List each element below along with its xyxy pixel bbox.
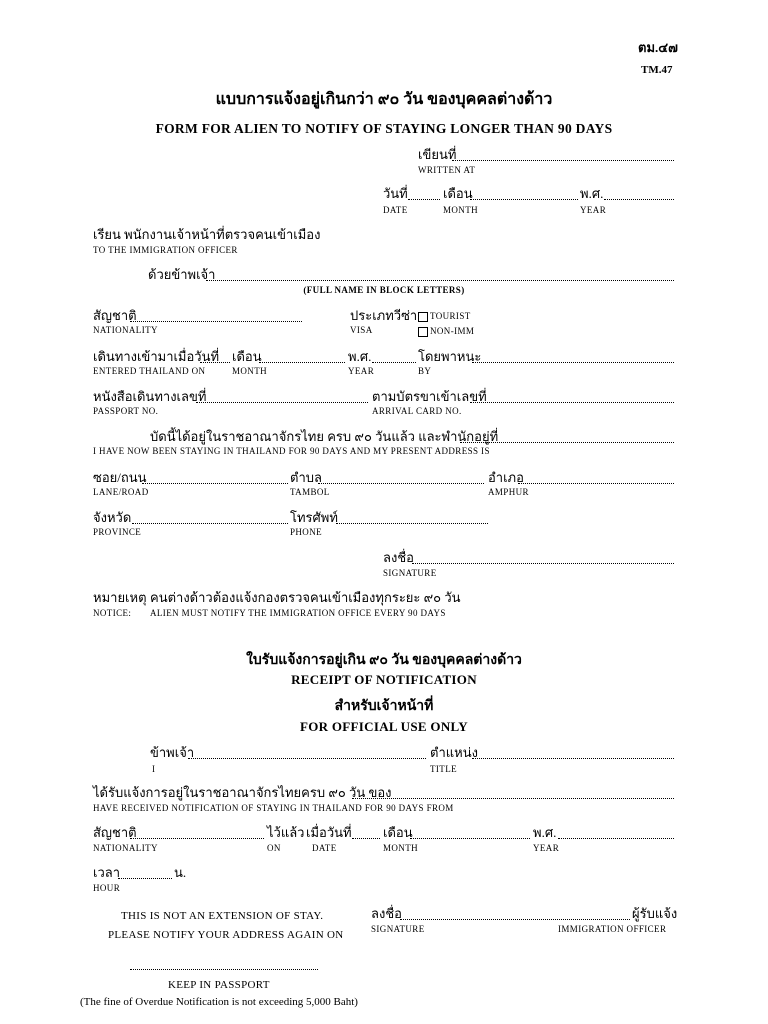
entered-year-label-th: พ.ศ. [348, 349, 372, 364]
entered-year-label-en: YEAR [348, 366, 375, 376]
form-title-en: FORM FOR ALIEN TO NOTIFY OF STAYING LONGER THAN 90 DAYS [155, 121, 613, 136]
province-label-th: จังหวัด [93, 510, 132, 525]
receipt-time-unit-th: น. [174, 865, 187, 880]
receipt-year-field[interactable] [558, 838, 674, 839]
to-label-en: TO THE IMMIGRATION OFFICER [93, 245, 238, 255]
form-code-th: ตม.๔๗ [638, 40, 678, 55]
date-field[interactable] [408, 199, 440, 200]
receipt-time-label-th: เวลา [93, 865, 121, 880]
receipt-date-label-en: DATE [312, 843, 337, 853]
tambol-label-th: ตำบล [290, 470, 322, 485]
lane-label-th: ซอย/ถนน [93, 470, 147, 485]
passport-label-en: PASSPORT NO. [93, 406, 159, 416]
visa-label-th: ประเภทวีซ่า [350, 308, 418, 323]
receipt-month-label-th: เดือน [383, 825, 413, 840]
non-imm-label: NON-IMM [430, 326, 475, 336]
officer-title-field[interactable] [472, 758, 674, 759]
received-en: HAVE RECEIVED NOTIFICATION OF STAYING IN THAILAND FOR 90 DAYS FROM [93, 803, 454, 813]
month-label-th: เดือน [443, 186, 473, 201]
keep-in-passport: KEEP IN PASSPORT [168, 979, 270, 991]
amphur-label-th: อำเภอ [488, 470, 524, 485]
written-at-label-th: เขียนที่ [418, 147, 457, 162]
form-title-th: แบบการแจ้งอยู่เกินกว่า ๙๐ วัน ของบุคคลต่างด้าว [215, 91, 553, 108]
passport-no-field[interactable] [196, 402, 368, 403]
receipt-month-label-en: MONTH [383, 843, 418, 853]
entered-year-field[interactable] [372, 362, 416, 363]
receipt-signature-field[interactable] [400, 919, 630, 920]
tourist-checkbox[interactable] [418, 312, 428, 322]
name-label-th: ด้วยข้าพเจ้า [148, 267, 216, 282]
fine-note: (The fine of Overdue Notification is not exceeding 5,000 Baht) [80, 996, 358, 1008]
arrival-label-th: ตามบัตรขาเข้าเลขที่ [372, 389, 487, 404]
full-name-field[interactable] [206, 280, 674, 281]
officer-name-field[interactable] [188, 758, 426, 759]
notice-label-en: NOTICE: [93, 608, 132, 618]
tourist-label: TOURIST [430, 311, 471, 321]
amphur-label-en: AMPHUR [488, 487, 529, 497]
address-field[interactable] [460, 442, 674, 443]
receipt-month-field[interactable] [410, 838, 530, 839]
receiver-label-th: ผู้รับแจ้ง [632, 906, 678, 921]
receipt-date-field[interactable] [352, 838, 380, 839]
month-label-en: MONTH [443, 205, 478, 215]
next-notify-date-field[interactable] [130, 969, 318, 970]
year-field[interactable] [604, 199, 674, 200]
receipt-title-label-th: ตำแหน่ง [430, 745, 478, 760]
official-use-th: สำหรับเจ้าหน้าที่ [334, 699, 434, 714]
receipt-on-label-th: ไว้แล้ว [267, 825, 305, 840]
nationality-label-th: สัญชาติ [93, 308, 137, 323]
statement-th: บัดนี้ได้อยู่ในราชอาณาจักรไทย ครบ ๙๐ วันแล้ว และพำนักอยู่ที่ [150, 429, 499, 444]
receipt-nationality-field[interactable] [130, 838, 264, 839]
receipt-title-label-en: TITLE [430, 764, 457, 774]
entered-month-label-th: เดือน [232, 349, 262, 364]
signature-label-en: SIGNATURE [383, 568, 437, 578]
receipt-nationality-label-en: NATIONALITY [93, 843, 158, 853]
receipt-date-label-th: เมื่อวันที่ [306, 825, 352, 840]
receipt-signature-label-th: ลงชื่อ [371, 906, 402, 921]
lane-label-en: LANE/ROAD [93, 487, 149, 497]
entered-label-en: ENTERED THAILAND ON [93, 366, 206, 376]
received-th: ได้รับแจ้งการอยู่ในราชอาณาจักรไทยครบ ๙๐ วัน ของ [93, 785, 392, 800]
year-label-en: YEAR [580, 205, 607, 215]
notify-again-note: PLEASE NOTIFY YOUR ADDRESS AGAIN ON [108, 929, 344, 941]
by-label-en: BY [418, 366, 432, 376]
entered-label-th: เดินทางเข้ามาเมื่อวันที่ [93, 349, 220, 364]
notice-text-en: ALIEN MUST NOTIFY THE IMMIGRATION OFFICE EVERY 90 DAYS [150, 608, 446, 618]
not-extension-note: THIS IS NOT AN EXTENSION OF STAY. [121, 910, 324, 922]
written-at-label-en: WRITTEN AT [418, 165, 476, 175]
nationality-field[interactable] [130, 321, 302, 322]
receipt-nationality-label-th: สัญชาติ [93, 825, 137, 840]
receipt-year-label-th: พ.ศ. [533, 825, 557, 840]
receipt-time-label-en: HOUR [93, 883, 121, 893]
amphur-field[interactable] [518, 483, 674, 484]
entered-date-field[interactable] [200, 362, 230, 363]
tambol-field[interactable] [318, 483, 484, 484]
month-field[interactable] [470, 199, 578, 200]
official-use-en: FOR OFFICIAL USE ONLY [300, 719, 468, 734]
form-code-en: TM.47 [641, 64, 673, 76]
written-at-field[interactable] [452, 160, 674, 161]
statement-en: I HAVE NOW BEEN STAYING IN THAILAND FOR 90 DAYS AND MY PRESENT ADDRESS IS [93, 446, 490, 456]
receipt-i-label-en: I [152, 764, 156, 774]
receipt-signature-label-en: SIGNATURE [371, 924, 425, 934]
received-from-field[interactable] [352, 798, 674, 799]
entered-month-field[interactable] [259, 362, 345, 363]
entered-month-label-en: MONTH [232, 366, 267, 376]
receipt-year-label-en: YEAR [533, 843, 560, 853]
receipt-on-label-en: ON [267, 843, 281, 853]
vehicle-field[interactable] [472, 362, 674, 363]
name-label-en: (FULL NAME IN BLOCK LETTERS) [303, 285, 465, 295]
visa-label-en: VISA [350, 325, 373, 335]
phone-label-th: โทรศัพท์ [290, 510, 338, 525]
year-label-th: พ.ศ. [580, 186, 604, 201]
date-label-en: DATE [383, 205, 408, 215]
lane-field[interactable] [142, 483, 288, 484]
non-imm-checkbox[interactable] [418, 327, 428, 337]
arrival-label-en: ARRIVAL CARD NO. [372, 406, 462, 416]
province-field[interactable] [132, 523, 288, 524]
signature-field[interactable] [412, 563, 674, 564]
tambol-label-en: TAMBOL [290, 487, 330, 497]
phone-field[interactable] [336, 523, 488, 524]
notice-label-th: หมายเหตุ [93, 590, 147, 605]
receipt-title-en: RECEIPT OF NOTIFICATION [291, 672, 477, 687]
province-label-en: PROVINCE [93, 527, 142, 537]
signature-label-th: ลงชื่อ [383, 550, 414, 565]
nationality-label-en: NATIONALITY [93, 325, 158, 335]
by-label-th: โดยพาหนะ [418, 349, 482, 364]
receiver-label-en: IMMIGRATION OFFICER [558, 924, 667, 934]
receipt-i-label-th: ข้าพเจ้า [150, 745, 195, 760]
arrival-card-field[interactable] [470, 402, 674, 403]
to-label-th: เรียน พนักงานเจ้าหน้าที่ตรวจคนเข้าเมือง [93, 227, 321, 242]
passport-label-th: หนังสือเดินทางเลขที่ [93, 389, 207, 404]
phone-label-en: PHONE [290, 527, 323, 537]
notice-text-th: คนต่างด้าวต้องแจ้งกองตรวจคนเข้าเมืองทุกระยะ ๙๐ วัน [150, 590, 461, 605]
date-label-th: วันที่ [383, 186, 408, 201]
receipt-time-field[interactable] [118, 878, 172, 879]
receipt-title-th: ใบรับแจ้งการอยู่เกิน ๙๐ วัน ของบุคคลต่างด้าว [246, 653, 522, 668]
